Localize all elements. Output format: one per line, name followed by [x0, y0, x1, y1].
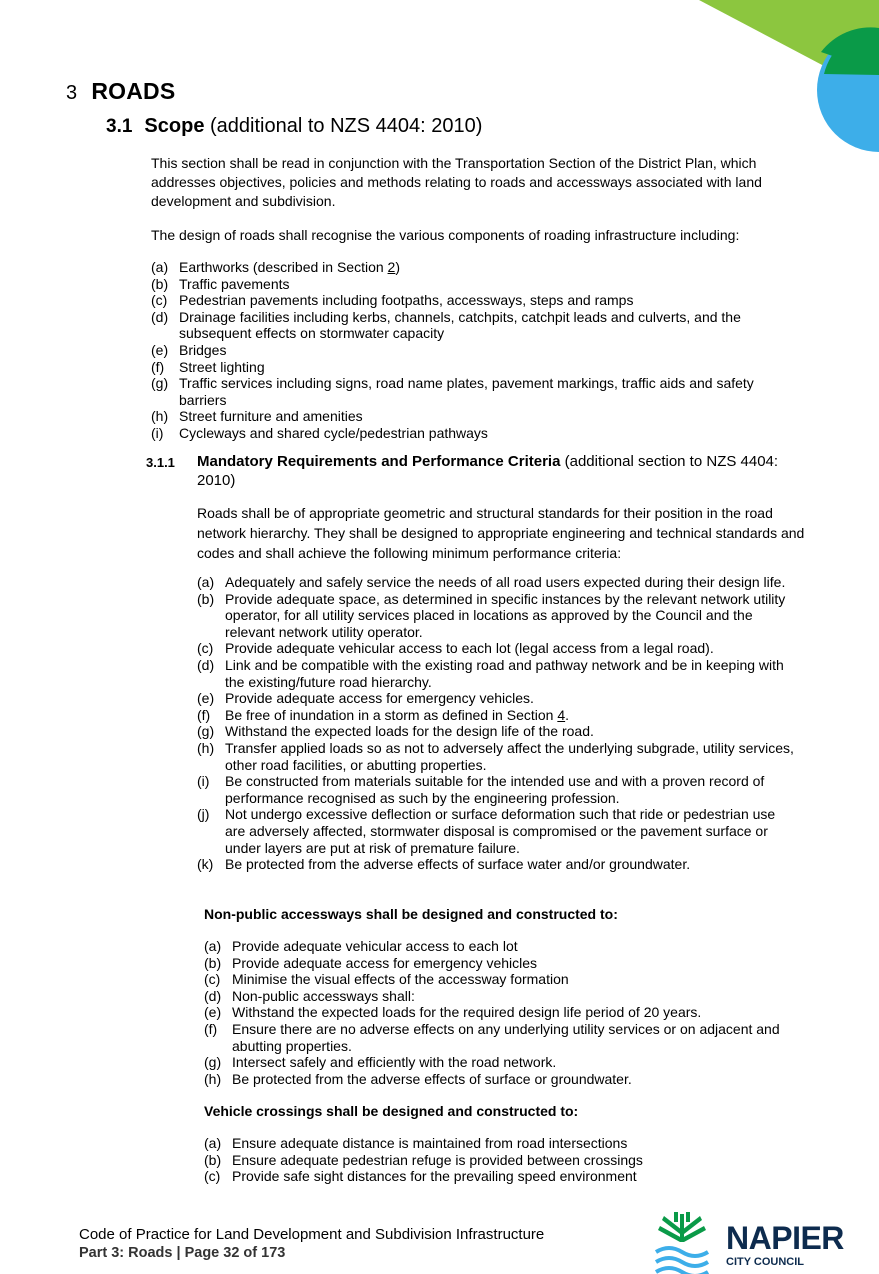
list-item: (c) Minimise the visual effects of the accessway formation	[204, 971, 569, 988]
intro-paragraph-2: The design of roads shall recognise the various components of roading infrastructure including:	[151, 227, 740, 243]
subsection-number: 3.1	[106, 116, 133, 137]
subsection-title-rest: (additional to NZS 4404: 2010)	[204, 115, 483, 137]
list-item: (i) Cycleways and shared cycle/pedestrian pathways	[151, 424, 488, 441]
list-item: (d) Non-public accessways shall:	[204, 987, 415, 1004]
accessways-list	[204, 938, 804, 1087]
list-item: (b) Traffic pavements	[151, 275, 290, 292]
list-item: (b) Provide adequate access for emergency vehicles	[204, 954, 538, 971]
corner-decoration	[679, 0, 879, 160]
list-item: (b) Provide adequate space, as determined in specific instances by the relevant network utility operator, for all utility services placed in locations as approved by the Council and the relevant network utility operator.	[197, 590, 786, 640]
logo-wordmark: NAPIER	[726, 1220, 844, 1256]
components-list	[151, 259, 791, 442]
list-item: (d) Link and be compatible with the existing road and pathway network and be in keeping with the existing/future road hierarchy.	[197, 656, 784, 690]
list-item: (h) Transfer applied loads so as not to adversely affect the underlying subgrade, utility services, other road facilities, or abutting properties.	[197, 739, 794, 773]
list-item: (k) Be protected from the adverse effects of surface water and/or groundwater.	[197, 856, 691, 873]
subsection-heading	[106, 115, 482, 138]
list-item: (c) Provide safe sight distances for the prevailing speed environment	[204, 1168, 637, 1185]
footer-document-title: Code of Practice for Land Development and Subdivision Infrastructure	[79, 1226, 545, 1243]
intro-paragraph-1: This section shall be read in conjunction with the Transportation Section of the District Plan, which addresses objectives, policies and methods relating to roads and accessways associated with land development and subdivision.	[151, 155, 762, 209]
list-item: (a) Adequately and safely service the needs of all road users expected during their design life.	[197, 574, 786, 590]
subsubsection-number: 3.1.1	[146, 455, 175, 470]
accessways-heading: Non-public accessways shall be designed and constructed to:	[204, 906, 618, 922]
list-item: (g) Withstand the expected loads for the design life of the road.	[197, 723, 594, 740]
list-item: (a) Provide adequate vehicular access to each lot	[204, 938, 518, 954]
subsection-title-bold: Scope	[144, 115, 205, 137]
section-link[interactable]: 4	[557, 706, 566, 723]
crossings-heading: Vehicle crossings shall be designed and constructed to:	[204, 1103, 579, 1119]
list-item: (b) Ensure adequate pedestrian refuge is provided between crossings	[204, 1151, 643, 1168]
list-item: (f) Be free of inundation in a storm as defined in Section 4.	[197, 706, 570, 723]
section-link[interactable]: 2	[387, 259, 396, 275]
list-item: (f) Street lighting	[151, 358, 265, 375]
footer-page-info: Part 3: Roads | Page 32 of 173	[79, 1245, 286, 1261]
list-item: (c) Pedestrian pavements including footpaths, accessways, steps and ramps	[151, 292, 634, 309]
crossings-list	[204, 1135, 804, 1185]
subsubsection-title-rest: (additional section to NZS 4404: 2010)	[197, 453, 779, 489]
section-title: ROADS	[91, 78, 176, 104]
list-item: (g) Intersect safely and efficiently with the road network.	[204, 1054, 557, 1071]
list-item: (i) Be constructed from materials suitable for the intended use and with a proven record of performance recognised as such by the engineering profession.	[197, 773, 765, 806]
logo-subtitle: CITY COUNCIL	[726, 1256, 805, 1268]
list-item: (j) Not undergo excessive deflection or surface deformation such that ride or pedestrian use are adversely affected, stormwater disposal is compromised or the pavement surface or under layers are put at risk of premature failure.	[197, 806, 776, 856]
list-item: (e) Provide adequate access for emergency vehicles.	[197, 690, 534, 707]
list-item: (e) Bridges	[151, 341, 227, 358]
subsubsection-title-bold: Mandatory Requirements and Performance Criteria	[197, 453, 561, 470]
list-item: (a) Ensure adequate distance is maintained from road intersections	[204, 1135, 628, 1151]
list-item: (h) Be protected from the adverse effects of surface or groundwater.	[204, 1070, 632, 1087]
criteria-list	[197, 574, 797, 873]
list-item: (e) Withstand the expected loads for the required design life period of 20 years.	[204, 1004, 702, 1021]
subsubsection-heading	[146, 452, 796, 490]
list-item: (d) Drainage facilities including kerbs, channels, catchpits, catchpit leads and culverts, and the subsequent effects on stormwater capacity	[151, 308, 741, 342]
list-item: (a) Earthworks (described in Section 2)	[151, 259, 401, 275]
section-heading	[66, 78, 175, 105]
list-item: (g) Traffic services including signs, road name plates, pavement markings, traffic aids and safety barriers	[151, 375, 754, 408]
list-item: (c) Provide adequate vehicular access to each lot (legal access from a legal road).	[197, 640, 714, 657]
section-number: 3	[66, 82, 78, 104]
list-item: (h) Street furniture and amenities	[151, 408, 363, 425]
criteria-intro: Roads shall be of appropriate geometric and structural standards for their position in the road network hierarchy. They shall be designed to appropriate engineering and technical standards and codes and shall achieve the following minimum performance criteria:	[197, 505, 805, 561]
list-item: (f) Ensure there are no adverse effects on any underlying utility services or on adjacent and abutting properties.	[204, 1020, 780, 1054]
